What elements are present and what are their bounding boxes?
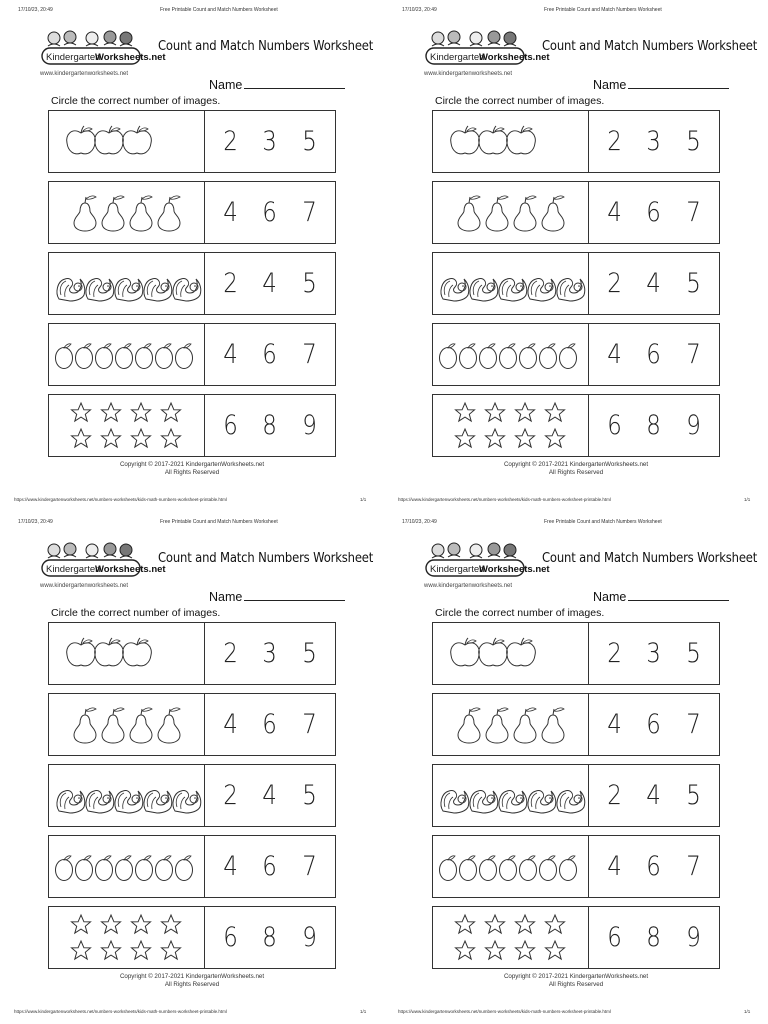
count-match-row bbox=[48, 181, 336, 244]
count-match-row bbox=[432, 835, 720, 898]
count-match-row bbox=[48, 323, 336, 386]
apple-icon bbox=[479, 126, 508, 154]
copyright bbox=[0, 461, 384, 477]
picture-group bbox=[51, 765, 202, 826]
name-field[interactable] bbox=[209, 77, 345, 92]
print-date: 17/10/23, 20:49 bbox=[18, 7, 53, 13]
skunk-icon bbox=[499, 791, 527, 813]
star-icon bbox=[102, 403, 121, 421]
site-url: www.kindergartenworksheets.net bbox=[424, 583, 513, 589]
number-choice[interactable]: 5 bbox=[685, 638, 701, 669]
skunk-icon bbox=[470, 791, 498, 813]
lemon-icon bbox=[136, 856, 153, 881]
number-choice[interactable]: 4 bbox=[262, 780, 278, 811]
number-choice[interactable]: 2 bbox=[223, 126, 239, 157]
number-choices bbox=[589, 253, 719, 314]
number-choice[interactable]: 3 bbox=[262, 638, 278, 669]
print-page-number: 1/1 bbox=[744, 497, 751, 502]
logo-word-kindergarten: Kindergarten bbox=[430, 52, 485, 63]
count-match-row bbox=[432, 622, 720, 685]
lemon-icon bbox=[480, 344, 497, 369]
number-choice[interactable]: 5 bbox=[685, 268, 701, 299]
print-url: https://www.kindergartenworksheets.net/numbers-worksheets/kids-math-numbers-worksheet-printable.html bbox=[14, 497, 227, 502]
lemon-icon bbox=[96, 856, 113, 881]
star-icon bbox=[72, 941, 91, 959]
copyright-line: Copyright © 2017-2021 KindergartenWorksheets.net bbox=[503, 461, 649, 468]
pear-icon bbox=[158, 708, 180, 743]
star-icon bbox=[516, 941, 535, 959]
copyright-line: Copyright © 2017-2021 KindergartenWorksheets.net bbox=[119, 973, 265, 980]
star-icon bbox=[102, 429, 121, 447]
instruction-text: Circle the correct number of images. bbox=[51, 95, 221, 107]
print-date: 17/10/23, 20:49 bbox=[402, 519, 437, 525]
number-choice[interactable]: 5 bbox=[685, 780, 701, 811]
logo-word-kindergarten: Kindergarten bbox=[46, 52, 101, 63]
star-icon bbox=[516, 915, 535, 933]
count-match-row bbox=[432, 693, 720, 756]
star-icon bbox=[72, 429, 91, 447]
apple-icon bbox=[451, 126, 480, 154]
number-choice[interactable]: 4 bbox=[223, 197, 239, 228]
star-icon bbox=[456, 941, 475, 959]
number-choice[interactable]: 6 bbox=[646, 197, 662, 228]
number-choice[interactable]: 5 bbox=[301, 268, 317, 299]
number-choice[interactable]: 8 bbox=[646, 410, 662, 441]
lemon-icon bbox=[116, 856, 133, 881]
number-choices bbox=[205, 111, 335, 172]
number-choice[interactable]: 4 bbox=[607, 851, 623, 882]
picture-group bbox=[435, 253, 586, 314]
star-icon bbox=[456, 403, 475, 421]
rights-line: All Rights Reserved bbox=[548, 469, 604, 476]
count-match-row bbox=[48, 252, 336, 315]
star-icon bbox=[132, 403, 151, 421]
lemon-icon bbox=[540, 344, 557, 369]
number-choice[interactable]: 4 bbox=[646, 780, 662, 811]
skunk-icon bbox=[173, 279, 201, 301]
lemon-icon bbox=[76, 856, 93, 881]
name-label: Name bbox=[209, 590, 243, 604]
rights-line: All Rights Reserved bbox=[548, 981, 604, 988]
star-icon bbox=[486, 941, 505, 959]
number-choices bbox=[589, 907, 719, 968]
apple-icon bbox=[95, 126, 124, 154]
number-choices bbox=[589, 395, 719, 456]
star-icon bbox=[72, 915, 91, 933]
skunk-icon bbox=[528, 279, 556, 301]
picture-group bbox=[51, 111, 202, 172]
star-icon bbox=[546, 941, 565, 959]
number-choices bbox=[205, 765, 335, 826]
star-icon bbox=[486, 403, 505, 421]
lemon-icon bbox=[540, 856, 557, 881]
number-choice[interactable]: 6 bbox=[646, 851, 662, 882]
number-choice[interactable]: 7 bbox=[301, 709, 317, 740]
picture-group bbox=[435, 694, 586, 755]
star-icon bbox=[546, 429, 565, 447]
apple-icon bbox=[95, 638, 124, 666]
number-choice[interactable]: 4 bbox=[607, 709, 623, 740]
site-url: www.kindergartenworksheets.net bbox=[40, 583, 129, 589]
name-blank-line[interactable] bbox=[244, 77, 345, 89]
number-choices bbox=[589, 111, 719, 172]
number-choice[interactable]: 6 bbox=[607, 410, 623, 441]
number-choice[interactable]: 5 bbox=[301, 126, 317, 157]
skunk-icon bbox=[144, 279, 172, 301]
kindergarten-worksheets-logo bbox=[40, 538, 166, 582]
print-title: Free Printable Count and Match Numbers Worksheet bbox=[544, 7, 662, 13]
apple-icon bbox=[67, 126, 96, 154]
logo-word-worksheets: Worksheets.net bbox=[95, 564, 166, 575]
count-match-row bbox=[432, 252, 720, 315]
apple-icon bbox=[507, 638, 536, 666]
number-choice[interactable]: 4 bbox=[223, 709, 239, 740]
lemon-icon bbox=[156, 856, 173, 881]
skunk-icon bbox=[557, 279, 585, 301]
star-icon bbox=[456, 915, 475, 933]
lemon-icon bbox=[460, 344, 477, 369]
number-choice[interactable]: 6 bbox=[223, 922, 239, 953]
number-choice[interactable]: 2 bbox=[607, 126, 623, 157]
number-choice[interactable]: 2 bbox=[223, 268, 239, 299]
worksheet-title: Count and Match Numbers Worksheet bbox=[158, 550, 374, 566]
copyright bbox=[384, 461, 768, 477]
count-match-row bbox=[432, 764, 720, 827]
apple-icon bbox=[67, 638, 96, 666]
pear-icon bbox=[130, 196, 152, 231]
print-page-number: 1/1 bbox=[360, 1009, 367, 1014]
pear-icon bbox=[74, 708, 96, 743]
name-blank-line[interactable] bbox=[628, 589, 729, 601]
rights-line: All Rights Reserved bbox=[164, 469, 220, 476]
apple-icon bbox=[507, 126, 536, 154]
lemon-icon bbox=[560, 856, 577, 881]
number-choice[interactable]: 8 bbox=[262, 410, 278, 441]
skunk-icon bbox=[441, 279, 469, 301]
copyright bbox=[384, 973, 768, 989]
count-match-row bbox=[432, 110, 720, 173]
pear-icon bbox=[542, 708, 564, 743]
name-field[interactable] bbox=[593, 589, 729, 604]
print-page-number: 1/1 bbox=[744, 1009, 751, 1014]
number-choices bbox=[205, 836, 335, 897]
number-choice[interactable]: 5 bbox=[301, 780, 317, 811]
number-choice[interactable]: 7 bbox=[685, 197, 701, 228]
number-choices bbox=[205, 395, 335, 456]
number-choice[interactable]: 2 bbox=[223, 638, 239, 669]
kindergarten-worksheets-logo bbox=[424, 538, 550, 582]
lemon-icon bbox=[500, 344, 517, 369]
picture-group bbox=[51, 623, 202, 684]
star-icon bbox=[132, 941, 151, 959]
apple-icon bbox=[479, 638, 508, 666]
count-match-row bbox=[48, 693, 336, 756]
pear-icon bbox=[486, 196, 508, 231]
print-url: https://www.kindergartenworksheets.net/numbers-worksheets/kids-math-numbers-worksheet-printable.html bbox=[14, 1009, 227, 1014]
star-icon bbox=[516, 403, 535, 421]
star-icon bbox=[162, 429, 181, 447]
number-choice[interactable]: 4 bbox=[223, 339, 239, 370]
lemon-icon bbox=[440, 344, 457, 369]
number-choice[interactable]: 4 bbox=[607, 197, 623, 228]
star-icon bbox=[516, 429, 535, 447]
number-choice[interactable]: 8 bbox=[262, 922, 278, 953]
picture-group bbox=[435, 111, 586, 172]
pear-icon bbox=[74, 196, 96, 231]
star-icon bbox=[102, 915, 121, 933]
number-choice[interactable]: 3 bbox=[646, 126, 662, 157]
skunk-icon bbox=[86, 791, 114, 813]
name-label: Name bbox=[209, 78, 243, 92]
star-icon bbox=[456, 429, 475, 447]
lemon-icon bbox=[520, 344, 537, 369]
pear-icon bbox=[130, 708, 152, 743]
pear-icon bbox=[458, 708, 480, 743]
picture-group bbox=[435, 836, 586, 897]
name-label: Name bbox=[593, 590, 627, 604]
kindergarten-worksheets-logo bbox=[424, 26, 550, 70]
site-url: www.kindergartenworksheets.net bbox=[424, 71, 513, 77]
worksheet-page bbox=[384, 0, 768, 512]
number-choice[interactable]: 3 bbox=[646, 638, 662, 669]
print-url: https://www.kindergartenworksheets.net/numbers-worksheets/kids-math-numbers-worksheet-printable.html bbox=[398, 1009, 611, 1014]
picture-group bbox=[435, 324, 586, 385]
worksheet-page bbox=[0, 512, 384, 1024]
skunk-icon bbox=[528, 791, 556, 813]
number-choice[interactable]: 7 bbox=[685, 851, 701, 882]
count-match-row bbox=[432, 906, 720, 969]
print-title: Free Printable Count and Match Numbers Worksheet bbox=[160, 519, 278, 525]
count-match-row bbox=[48, 906, 336, 969]
skunk-icon bbox=[86, 279, 114, 301]
print-title: Free Printable Count and Match Numbers Worksheet bbox=[544, 519, 662, 525]
number-choice[interactable]: 6 bbox=[646, 339, 662, 370]
picture-group bbox=[435, 395, 586, 456]
logo-word-worksheets: Worksheets.net bbox=[479, 564, 550, 575]
lemon-icon bbox=[116, 344, 133, 369]
picture-group bbox=[435, 765, 586, 826]
number-choice[interactable]: 6 bbox=[262, 709, 278, 740]
logo-word-worksheets: Worksheets.net bbox=[479, 52, 550, 63]
skunk-icon bbox=[470, 279, 498, 301]
copyright bbox=[0, 973, 384, 989]
skunk-icon bbox=[144, 791, 172, 813]
print-date: 17/10/23, 20:49 bbox=[18, 519, 53, 525]
count-match-row bbox=[432, 181, 720, 244]
skunk-icon bbox=[557, 791, 585, 813]
number-choices bbox=[589, 623, 719, 684]
name-label: Name bbox=[593, 78, 627, 92]
number-choices bbox=[205, 694, 335, 755]
number-choice[interactable]: 2 bbox=[607, 638, 623, 669]
worksheet-title: Count and Match Numbers Worksheet bbox=[158, 38, 374, 54]
number-choice[interactable]: 7 bbox=[685, 709, 701, 740]
skunk-icon bbox=[57, 279, 85, 301]
count-match-row bbox=[48, 835, 336, 898]
worksheet-page bbox=[384, 512, 768, 1024]
copyright-line: Copyright © 2017-2021 KindergartenWorksheets.net bbox=[503, 973, 649, 980]
lemon-icon bbox=[460, 856, 477, 881]
number-choice[interactable]: 6 bbox=[262, 197, 278, 228]
name-blank-line[interactable] bbox=[244, 589, 345, 601]
count-match-row bbox=[432, 323, 720, 386]
lemon-icon bbox=[520, 856, 537, 881]
worksheet-page bbox=[0, 0, 384, 512]
number-choices bbox=[589, 694, 719, 755]
number-choice[interactable]: 6 bbox=[646, 709, 662, 740]
print-page-number: 1/1 bbox=[360, 497, 367, 502]
name-field[interactable] bbox=[593, 77, 729, 92]
skunk-icon bbox=[115, 791, 143, 813]
number-choice[interactable]: 6 bbox=[223, 410, 239, 441]
number-choice[interactable]: 4 bbox=[607, 339, 623, 370]
picture-group bbox=[51, 182, 202, 243]
picture-group bbox=[435, 907, 586, 968]
lemon-icon bbox=[76, 344, 93, 369]
apple-icon bbox=[123, 638, 152, 666]
pear-icon bbox=[486, 708, 508, 743]
star-icon bbox=[486, 429, 505, 447]
star-icon bbox=[162, 915, 181, 933]
print-date: 17/10/23, 20:49 bbox=[402, 7, 437, 13]
copyright-line: Copyright © 2017-2021 KindergartenWorksheets.net bbox=[119, 461, 265, 468]
instruction-text: Circle the correct number of images. bbox=[435, 607, 605, 619]
number-choice[interactable]: 3 bbox=[262, 126, 278, 157]
number-choice[interactable]: 9 bbox=[301, 922, 317, 953]
skunk-icon bbox=[499, 279, 527, 301]
pear-icon bbox=[514, 708, 536, 743]
number-choice[interactable]: 9 bbox=[301, 410, 317, 441]
kindergarten-worksheets-logo bbox=[40, 26, 166, 70]
instruction-text: Circle the correct number of images. bbox=[435, 95, 605, 107]
number-choice[interactable]: 7 bbox=[301, 339, 317, 370]
logo-word-kindergarten: Kindergarten bbox=[430, 564, 485, 575]
worksheet-title: Count and Match Numbers Worksheet bbox=[542, 550, 758, 566]
number-choice[interactable]: 2 bbox=[607, 268, 623, 299]
skunk-icon bbox=[173, 791, 201, 813]
lemon-icon bbox=[176, 344, 193, 369]
apple-icon bbox=[451, 638, 480, 666]
lemon-icon bbox=[96, 344, 113, 369]
star-icon bbox=[162, 941, 181, 959]
rights-line: All Rights Reserved bbox=[164, 981, 220, 988]
count-match-row bbox=[48, 622, 336, 685]
skunk-icon bbox=[441, 791, 469, 813]
number-choice[interactable]: 7 bbox=[301, 197, 317, 228]
apple-icon bbox=[123, 126, 152, 154]
pear-icon bbox=[102, 196, 124, 231]
star-icon bbox=[162, 403, 181, 421]
pear-icon bbox=[458, 196, 480, 231]
number-choice[interactable]: 4 bbox=[223, 851, 239, 882]
number-choice[interactable]: 9 bbox=[685, 922, 701, 953]
count-match-row bbox=[432, 394, 720, 457]
picture-group bbox=[51, 836, 202, 897]
lemon-icon bbox=[440, 856, 457, 881]
picture-group bbox=[435, 182, 586, 243]
number-choices bbox=[589, 324, 719, 385]
star-icon bbox=[546, 915, 565, 933]
picture-group bbox=[435, 623, 586, 684]
number-choice[interactable]: 4 bbox=[262, 268, 278, 299]
number-choice[interactable]: 7 bbox=[301, 851, 317, 882]
number-choice[interactable]: 6 bbox=[262, 851, 278, 882]
number-choice[interactable]: 5 bbox=[301, 638, 317, 669]
count-match-row bbox=[48, 394, 336, 457]
picture-group bbox=[51, 395, 202, 456]
lemon-icon bbox=[56, 344, 73, 369]
picture-group bbox=[51, 324, 202, 385]
name-blank-line[interactable] bbox=[628, 77, 729, 89]
number-choices bbox=[205, 253, 335, 314]
star-icon bbox=[132, 429, 151, 447]
picture-group bbox=[51, 694, 202, 755]
number-choices bbox=[589, 182, 719, 243]
name-field[interactable] bbox=[209, 589, 345, 604]
lemon-icon bbox=[500, 856, 517, 881]
lemon-icon bbox=[56, 856, 73, 881]
number-choice[interactable]: 6 bbox=[262, 339, 278, 370]
number-choices bbox=[589, 765, 719, 826]
print-title: Free Printable Count and Match Numbers Worksheet bbox=[160, 7, 278, 13]
lemon-icon bbox=[136, 344, 153, 369]
number-choices bbox=[589, 836, 719, 897]
site-url: www.kindergartenworksheets.net bbox=[40, 71, 129, 77]
count-match-row bbox=[48, 110, 336, 173]
star-icon bbox=[132, 915, 151, 933]
pear-icon bbox=[102, 708, 124, 743]
number-choices bbox=[205, 324, 335, 385]
star-icon bbox=[102, 941, 121, 959]
star-icon bbox=[486, 915, 505, 933]
pear-icon bbox=[542, 196, 564, 231]
number-choice[interactable]: 5 bbox=[685, 126, 701, 157]
number-choices bbox=[205, 623, 335, 684]
lemon-icon bbox=[176, 856, 193, 881]
print-url: https://www.kindergartenworksheets.net/numbers-worksheets/kids-math-numbers-worksheet-printable.html bbox=[398, 497, 611, 502]
logo-word-worksheets: Worksheets.net bbox=[95, 52, 166, 63]
skunk-icon bbox=[57, 791, 85, 813]
skunk-icon bbox=[115, 279, 143, 301]
logo-word-kindergarten: Kindergarten bbox=[46, 564, 101, 575]
star-icon bbox=[72, 403, 91, 421]
worksheet-title: Count and Match Numbers Worksheet bbox=[542, 38, 758, 54]
lemon-icon bbox=[560, 344, 577, 369]
number-choices bbox=[205, 907, 335, 968]
number-choices bbox=[205, 182, 335, 243]
star-icon bbox=[546, 403, 565, 421]
number-choice[interactable]: 8 bbox=[646, 922, 662, 953]
number-choice[interactable]: 2 bbox=[607, 780, 623, 811]
picture-group bbox=[51, 907, 202, 968]
number-choice[interactable]: 7 bbox=[685, 339, 701, 370]
instruction-text: Circle the correct number of images. bbox=[51, 607, 221, 619]
number-choice[interactable]: 6 bbox=[607, 922, 623, 953]
count-match-row bbox=[48, 764, 336, 827]
picture-group bbox=[51, 253, 202, 314]
pear-icon bbox=[158, 196, 180, 231]
lemon-icon bbox=[156, 344, 173, 369]
number-choice[interactable]: 4 bbox=[646, 268, 662, 299]
number-choice[interactable]: 9 bbox=[685, 410, 701, 441]
lemon-icon bbox=[480, 856, 497, 881]
pear-icon bbox=[514, 196, 536, 231]
number-choice[interactable]: 2 bbox=[223, 780, 239, 811]
